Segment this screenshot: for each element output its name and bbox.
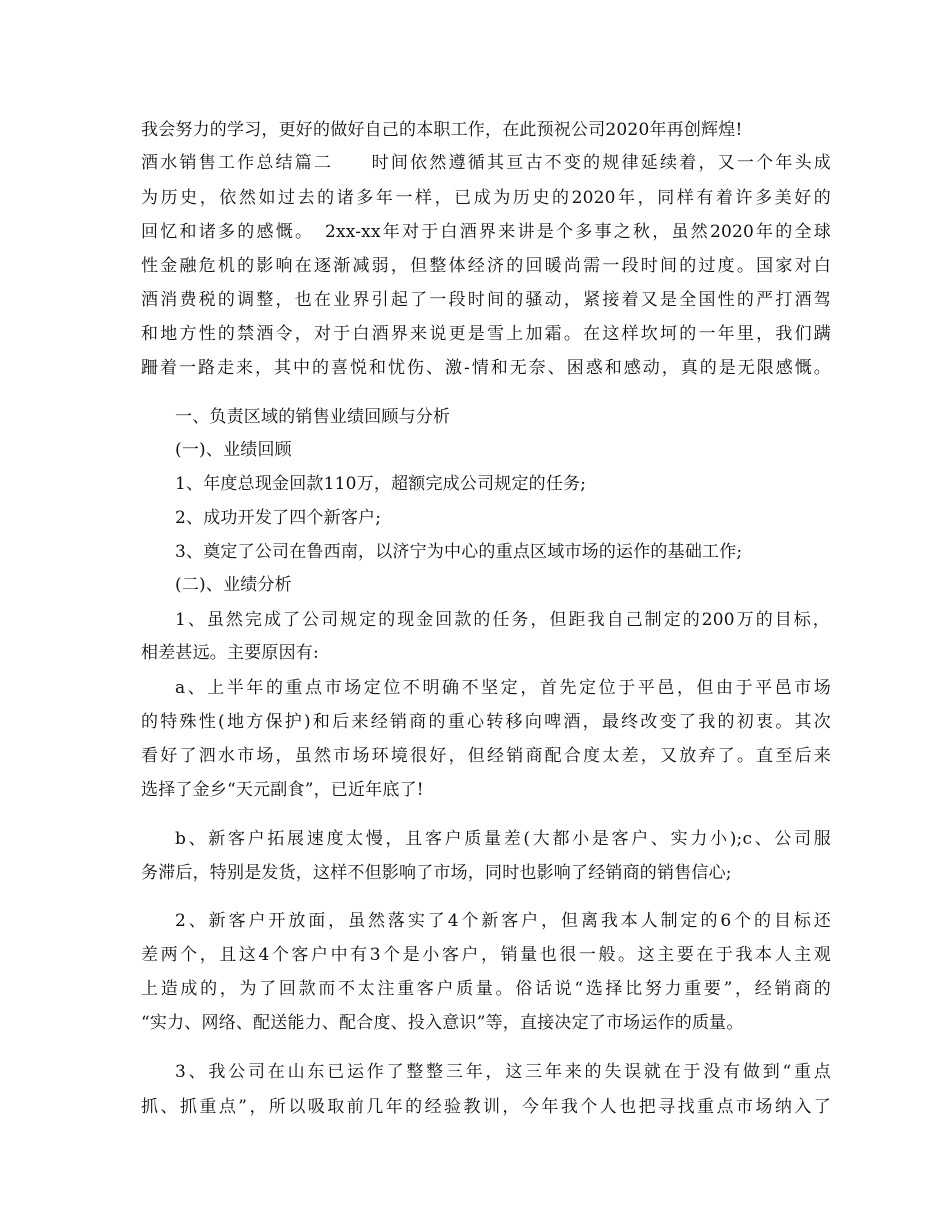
text-line: 抓、抓重点”，所以吸取前几年的经验教训，今年我个人也把寻找重点市场纳入了: [141, 1097, 831, 1117]
subsection-heading: (一)、业绩回顾: [175, 440, 292, 460]
text-line: 3、我公司在山东已运作了整整三年，这三年来的失误就在于没有做到“重点: [175, 1062, 831, 1082]
text-line: 的特殊性(地方保护)和后来经销商的重心转移向啤酒，最终改变了我的初衷。其次: [141, 712, 831, 732]
list-item: 1、年度总现金回款110万，超额完成公司规定的任务;: [175, 474, 587, 494]
text-line: b、新客户拓展速度太慢，且客户质量差(大都小是客户、实力小);c、公司服: [175, 829, 831, 849]
text-line: 看好了泗水市场，虽然市场环境很好，但经销商配合度太差，又放弃了。直至后来: [141, 746, 831, 766]
text-line: 1、虽然完成了公司规定的现金回款的任务，但距我自己制定的200万的目标，: [175, 610, 830, 630]
text-line: a、上半年的重点市场定位不明确不坚定，首先定位于平邑，但由于平邑市场: [175, 678, 831, 698]
text-line: 为历史，依然如过去的诸多年一样，已成为历史的2020年，同样有着许多美好的: [141, 188, 831, 208]
text-line: 酒消费税的调整，也在业界引起了一段时间的骚动，紧接着又是全国性的严打酒驾: [141, 290, 831, 310]
text-line: 性金融危机的影响在逐渐减弱，但整体经济的回暖尚需一段时间的过度。国家对白: [141, 256, 831, 276]
list-item: 3、奠定了公司在鲁西南，以济宁为中心的重点区域市场的运作的基础工作;: [175, 542, 743, 562]
text-line: 上造成的，为了回款而不太注重客户质量。俗话说“选择比努力重要”，经销商的: [141, 979, 831, 999]
text-line: 相差甚远。主要原因有:: [141, 643, 319, 663]
subsection-heading: (二)、业绩分析: [175, 575, 292, 595]
text-line: 2、新客户开放面，虽然落实了4个新客户，但离我本人制定的6个的目标还: [175, 911, 831, 931]
text-line: 酒水销售工作总结篇二 时间依然遵循其亘古不变的规律延续着，又一个年头成: [141, 153, 831, 173]
list-item: 2、成功开发了四个新客户;: [175, 508, 382, 528]
text-line: 选择了金乡“天元副食”，已近年底了!: [141, 780, 424, 800]
text-line: 务滞后，特别是发货，这样不但影响了市场，同时也影响了经销商的销售信心;: [141, 863, 732, 883]
text-line: 回忆和诸多的感慨。 2xx-xx年对于白酒界来讲是个多事之秋，虽然2020年的全球: [141, 222, 831, 242]
section-heading: 一、负责区域的销售业绩回顾与分析: [175, 407, 451, 427]
text-line: 我会努力的学习，更好的做好自己的本职工作，在此预祝公司2020年再创辉煌!: [141, 120, 743, 140]
text-line: 和地方性的禁酒令，对于白酒界来说更是雪上加霜。在这样坎坷的一年里，我们蹒: [141, 324, 831, 344]
text-line: 差两个，且这4个客户中有3个是小客户，销量也很一般。这主要在于我本人主观: [141, 945, 831, 965]
text-line: 跚着一路走来，其中的喜悦和忧伤、激-情和无奈、困惑和感动，真的是无限感慨。: [141, 358, 831, 378]
text-line: “实力、网络、配送能力、配合度、投入意识”等，直接决定了市场运作的质量。: [141, 1013, 744, 1033]
